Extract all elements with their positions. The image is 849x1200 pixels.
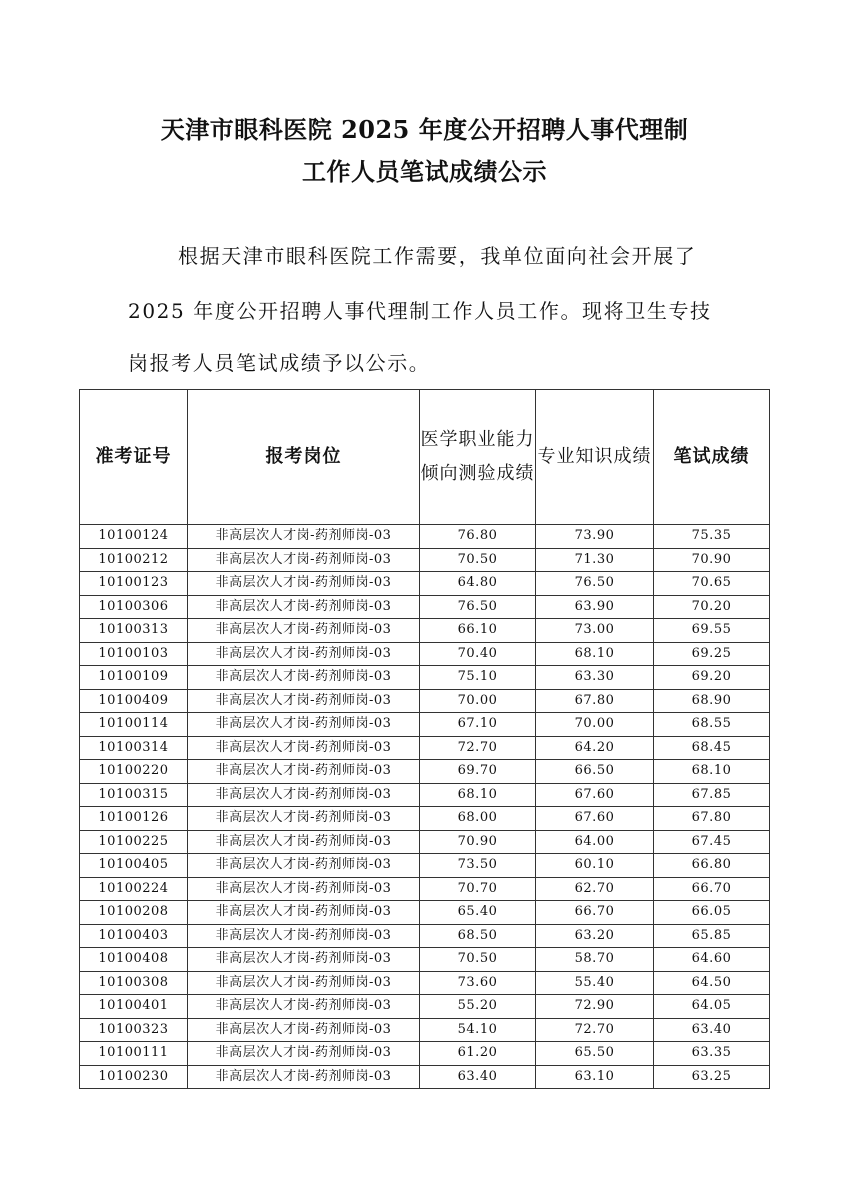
cell-exam-number: 10100224 xyxy=(80,877,188,901)
cell-position: 非高层次人才岗-药剂师岗-03 xyxy=(188,971,420,995)
document-title-line2: 工作人员笔试成绩公示 xyxy=(302,157,547,186)
cell-position: 非高层次人才岗-药剂师岗-03 xyxy=(188,572,420,596)
cell-exam-number: 10100314 xyxy=(80,736,188,760)
table-row xyxy=(80,713,770,737)
table-row xyxy=(80,854,770,878)
table-row xyxy=(80,1018,770,1042)
table-header-row xyxy=(80,390,770,525)
table-row xyxy=(80,525,770,549)
cell-aptitude-score: 64.80 xyxy=(420,572,536,596)
header-aptitude-score-text: 医学职业能力倾向测验成绩 xyxy=(420,429,535,484)
cell-position: 非高层次人才岗-药剂师岗-03 xyxy=(188,760,420,784)
cell-exam-number: 10100123 xyxy=(80,572,188,596)
cell-knowledge-score: 65.50 xyxy=(536,1042,654,1066)
cell-written-score: 66.80 xyxy=(654,854,770,878)
cell-written-score: 68.45 xyxy=(654,736,770,760)
intro-paragraph-line3: 岗报考人员笔试成绩予以公示。 xyxy=(128,351,431,375)
cell-knowledge-score: 63.20 xyxy=(536,924,654,948)
header-knowledge-score-text: 专业知识成绩 xyxy=(537,446,652,467)
cell-knowledge-score: 71.30 xyxy=(536,548,654,572)
cell-position: 非高层次人才岗-药剂师岗-03 xyxy=(188,877,420,901)
cell-knowledge-score: 62.70 xyxy=(536,877,654,901)
header-knowledge-score xyxy=(536,390,654,525)
table-row xyxy=(80,948,770,972)
cell-knowledge-score: 67.60 xyxy=(536,783,654,807)
cell-written-score: 75.35 xyxy=(654,525,770,549)
cell-position: 非高层次人才岗-药剂师岗-03 xyxy=(188,525,420,549)
table-row xyxy=(80,689,770,713)
score-table xyxy=(79,389,770,1089)
cell-position: 非高层次人才岗-药剂师岗-03 xyxy=(188,548,420,572)
cell-knowledge-score: 67.80 xyxy=(536,689,654,713)
cell-knowledge-score: 66.50 xyxy=(536,760,654,784)
cell-aptitude-score: 65.40 xyxy=(420,901,536,925)
cell-written-score: 67.45 xyxy=(654,830,770,854)
table-row xyxy=(80,924,770,948)
score-table-body xyxy=(80,525,770,1089)
cell-exam-number: 10100124 xyxy=(80,525,188,549)
cell-written-score: 63.40 xyxy=(654,1018,770,1042)
cell-knowledge-score: 58.70 xyxy=(536,948,654,972)
cell-aptitude-score: 69.70 xyxy=(420,760,536,784)
cell-aptitude-score: 70.70 xyxy=(420,877,536,901)
cell-aptitude-score: 67.10 xyxy=(420,713,536,737)
cell-knowledge-score: 55.40 xyxy=(536,971,654,995)
cell-position: 非高层次人才岗-药剂师岗-03 xyxy=(188,783,420,807)
cell-aptitude-score: 61.20 xyxy=(420,1042,536,1066)
cell-position: 非高层次人才岗-药剂师岗-03 xyxy=(188,1018,420,1042)
table-row xyxy=(80,807,770,831)
cell-position: 非高层次人才岗-药剂师岗-03 xyxy=(188,1042,420,1066)
cell-written-score: 68.55 xyxy=(654,713,770,737)
cell-aptitude-score: 68.00 xyxy=(420,807,536,831)
cell-knowledge-score: 72.70 xyxy=(536,1018,654,1042)
cell-exam-number: 10100409 xyxy=(80,689,188,713)
cell-exam-number: 10100306 xyxy=(80,595,188,619)
cell-written-score: 63.35 xyxy=(654,1042,770,1066)
cell-aptitude-score: 76.80 xyxy=(420,525,536,549)
cell-exam-number: 10100212 xyxy=(80,548,188,572)
cell-position: 非高层次人才岗-药剂师岗-03 xyxy=(188,924,420,948)
cell-exam-number: 10100403 xyxy=(80,924,188,948)
table-row xyxy=(80,619,770,643)
table-row xyxy=(80,572,770,596)
cell-written-score: 69.25 xyxy=(654,642,770,666)
cell-written-score: 67.85 xyxy=(654,783,770,807)
cell-aptitude-score: 63.40 xyxy=(420,1065,536,1089)
table-row xyxy=(80,830,770,854)
cell-aptitude-score: 73.60 xyxy=(420,971,536,995)
table-row xyxy=(80,736,770,760)
cell-written-score: 66.05 xyxy=(654,901,770,925)
cell-aptitude-score: 55.20 xyxy=(420,995,536,1019)
cell-written-score: 69.55 xyxy=(654,619,770,643)
cell-aptitude-score: 70.50 xyxy=(420,948,536,972)
cell-position: 非高层次人才岗-药剂师岗-03 xyxy=(188,948,420,972)
cell-position: 非高层次人才岗-药剂师岗-03 xyxy=(188,830,420,854)
cell-aptitude-score: 72.70 xyxy=(420,736,536,760)
cell-position: 非高层次人才岗-药剂师岗-03 xyxy=(188,901,420,925)
cell-written-score: 64.60 xyxy=(654,948,770,972)
header-written-score: 笔试成绩 xyxy=(654,390,770,525)
cell-knowledge-score: 64.20 xyxy=(536,736,654,760)
cell-written-score: 64.05 xyxy=(654,995,770,1019)
cell-aptitude-score: 70.50 xyxy=(420,548,536,572)
cell-knowledge-score: 70.00 xyxy=(536,713,654,737)
cell-exam-number: 10100114 xyxy=(80,713,188,737)
cell-knowledge-score: 73.00 xyxy=(536,619,654,643)
cell-written-score: 69.20 xyxy=(654,666,770,690)
header-position: 报考岗位 xyxy=(188,390,420,525)
cell-exam-number: 10100313 xyxy=(80,619,188,643)
cell-position: 非高层次人才岗-药剂师岗-03 xyxy=(188,666,420,690)
cell-knowledge-score: 64.00 xyxy=(536,830,654,854)
cell-position: 非高层次人才岗-药剂师岗-03 xyxy=(188,619,420,643)
cell-exam-number: 10100308 xyxy=(80,971,188,995)
cell-exam-number: 10100109 xyxy=(80,666,188,690)
cell-position: 非高层次人才岗-药剂师岗-03 xyxy=(188,854,420,878)
cell-aptitude-score: 68.10 xyxy=(420,783,536,807)
cell-exam-number: 10100111 xyxy=(80,1042,188,1066)
cell-position: 非高层次人才岗-药剂师岗-03 xyxy=(188,995,420,1019)
cell-position: 非高层次人才岗-药剂师岗-03 xyxy=(188,1065,420,1089)
cell-written-score: 70.90 xyxy=(654,548,770,572)
cell-exam-number: 10100401 xyxy=(80,995,188,1019)
cell-written-score: 66.70 xyxy=(654,877,770,901)
table-row xyxy=(80,760,770,784)
cell-aptitude-score: 70.00 xyxy=(420,689,536,713)
cell-knowledge-score: 66.70 xyxy=(536,901,654,925)
table-row xyxy=(80,666,770,690)
cell-written-score: 63.25 xyxy=(654,1065,770,1089)
table-row xyxy=(80,1042,770,1066)
cell-exam-number: 10100208 xyxy=(80,901,188,925)
table-row xyxy=(80,1065,770,1089)
cell-knowledge-score: 72.90 xyxy=(536,995,654,1019)
cell-written-score: 67.80 xyxy=(654,807,770,831)
cell-exam-number: 10100103 xyxy=(80,642,188,666)
table-row xyxy=(80,971,770,995)
cell-knowledge-score: 76.50 xyxy=(536,572,654,596)
cell-exam-number: 10100126 xyxy=(80,807,188,831)
table-row xyxy=(80,783,770,807)
header-exam-number: 准考证号 xyxy=(80,390,188,525)
cell-aptitude-score: 70.90 xyxy=(420,830,536,854)
cell-exam-number: 10100408 xyxy=(80,948,188,972)
cell-position: 非高层次人才岗-药剂师岗-03 xyxy=(188,642,420,666)
header-aptitude-score xyxy=(420,390,536,525)
cell-position: 非高层次人才岗-药剂师岗-03 xyxy=(188,713,420,737)
table-row xyxy=(80,901,770,925)
cell-knowledge-score: 67.60 xyxy=(536,807,654,831)
table-row xyxy=(80,548,770,572)
cell-exam-number: 10100230 xyxy=(80,1065,188,1089)
cell-written-score: 70.20 xyxy=(654,595,770,619)
cell-aptitude-score: 70.40 xyxy=(420,642,536,666)
cell-exam-number: 10100220 xyxy=(80,760,188,784)
cell-exam-number: 10100405 xyxy=(80,854,188,878)
cell-written-score: 68.90 xyxy=(654,689,770,713)
cell-position: 非高层次人才岗-药剂师岗-03 xyxy=(188,736,420,760)
cell-position: 非高层次人才岗-药剂师岗-03 xyxy=(188,689,420,713)
cell-written-score: 68.10 xyxy=(654,760,770,784)
cell-written-score: 70.65 xyxy=(654,572,770,596)
document-title-line1: 天津市眼科医院 2025 年度公开招聘人事代理制 xyxy=(160,115,689,144)
table-row xyxy=(80,642,770,666)
cell-knowledge-score: 63.10 xyxy=(536,1065,654,1089)
table-row xyxy=(80,877,770,901)
cell-aptitude-score: 54.10 xyxy=(420,1018,536,1042)
cell-position: 非高层次人才岗-药剂师岗-03 xyxy=(188,595,420,619)
cell-aptitude-score: 68.50 xyxy=(420,924,536,948)
cell-exam-number: 10100323 xyxy=(80,1018,188,1042)
cell-aptitude-score: 75.10 xyxy=(420,666,536,690)
intro-paragraph-line2: 2025 年度公开招聘人事代理制工作人员工作。现将卫生专技 xyxy=(128,299,712,323)
cell-exam-number: 10100315 xyxy=(80,783,188,807)
cell-knowledge-score: 73.90 xyxy=(536,525,654,549)
cell-written-score: 64.50 xyxy=(654,971,770,995)
intro-paragraph-line1: 根据天津市眼科医院工作需要，我单位面向社会开展了 xyxy=(178,244,697,268)
cell-aptitude-score: 66.10 xyxy=(420,619,536,643)
cell-knowledge-score: 63.30 xyxy=(536,666,654,690)
cell-knowledge-score: 68.10 xyxy=(536,642,654,666)
cell-knowledge-score: 60.10 xyxy=(536,854,654,878)
cell-aptitude-score: 76.50 xyxy=(420,595,536,619)
table-row xyxy=(80,595,770,619)
cell-written-score: 65.85 xyxy=(654,924,770,948)
cell-knowledge-score: 63.90 xyxy=(536,595,654,619)
cell-position: 非高层次人才岗-药剂师岗-03 xyxy=(188,807,420,831)
cell-exam-number: 10100225 xyxy=(80,830,188,854)
cell-aptitude-score: 73.50 xyxy=(420,854,536,878)
table-row xyxy=(80,995,770,1019)
